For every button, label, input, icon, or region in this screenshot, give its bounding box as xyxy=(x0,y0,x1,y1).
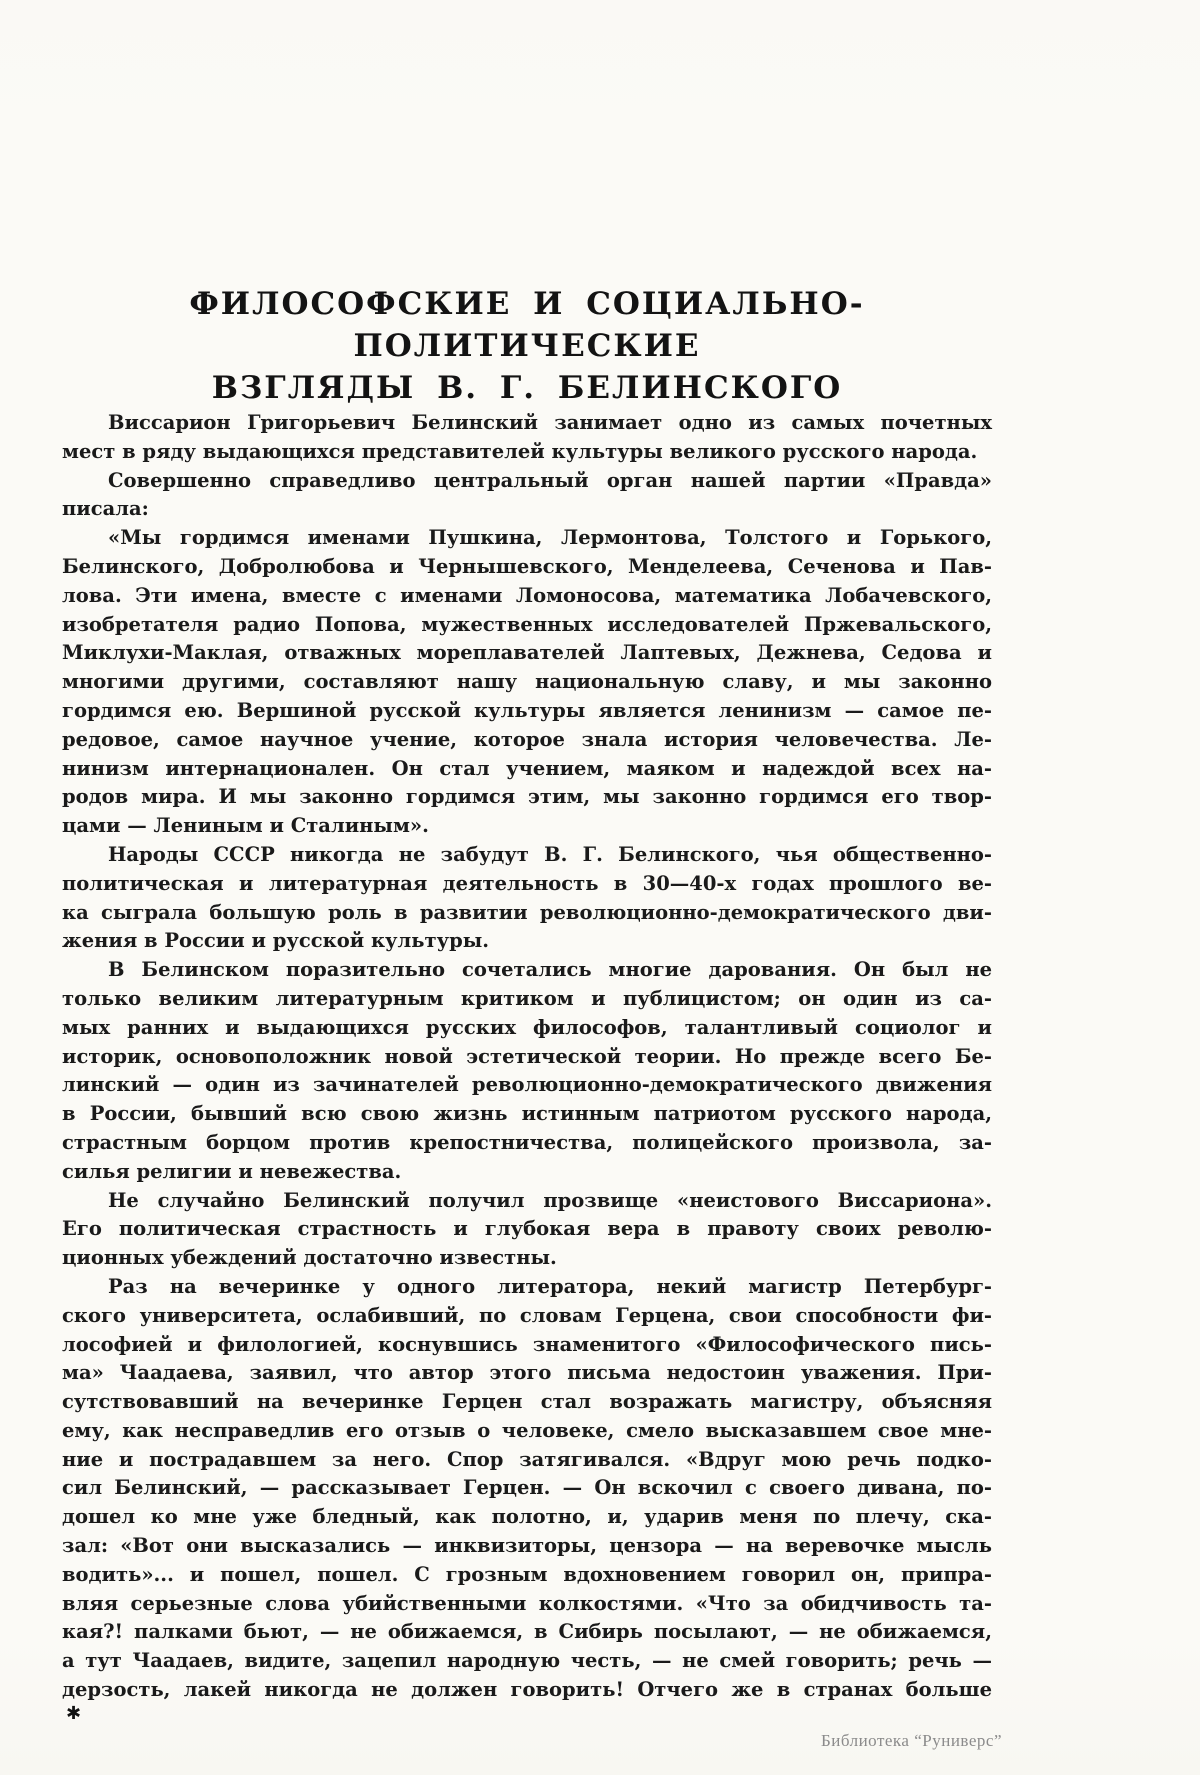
text-line: кая?! палками бьют, — не обижаемся, в Сибирь посылают, — не обижаемся, xyxy=(62,1620,992,1644)
text-line: ему, как несправедлив его отзыв о человеке, смело высказавшем свое мне- xyxy=(62,1418,992,1442)
text-line: мест в ряду выдающихся представителей культуры великого русского народа. xyxy=(62,439,978,463)
text-line: ского университета, ослабивший, по словам Герцена, свои способности фи- xyxy=(62,1303,992,1327)
text-line: ка сыграла большую роль в развитии революционно-демократического дви- xyxy=(62,900,992,924)
text-line: дошел ко мне уже бледный, как полотно, и, ударив меня по плечу, ска- xyxy=(62,1505,992,1529)
text-line: изобретателя радио Попова, мужественных исследователей Пржевальского, xyxy=(62,612,992,636)
text-line: родов мира. И мы законно гордимся этим, мы законно гордимся его твор- xyxy=(62,785,992,809)
text-line: только великим литературным критиком и публицистом; он один из са- xyxy=(62,986,992,1010)
paragraph xyxy=(62,1187,992,1273)
page-title-line-2: ВЗГЛЯДЫ В. Г. БЕЛИНСКОГО xyxy=(211,370,843,406)
paragraph xyxy=(62,467,992,525)
paragraph xyxy=(62,841,992,956)
text-line: «Мы гордимся именами Пушкина, Лермонтова, Толстого и Горького, xyxy=(108,526,992,550)
text-line: нинизм интернационален. Он стал учением, маяком и надеждой всех на- xyxy=(62,756,992,780)
text-line: сил Белинский, — рассказывает Герцен. — Он вскочил с своего дивана, по- xyxy=(62,1476,992,1500)
text-line: силья религии и невежества. xyxy=(62,1159,402,1183)
text-line: В Белинском поразительно сочетались многие дарования. Он был не xyxy=(108,958,992,982)
text-line: ционных убеждений достаточно известны. xyxy=(62,1246,557,1270)
text-line: водить»... и пошел, пошел. С грозным вдохновением говорил он, припра- xyxy=(62,1562,992,1586)
text-line: Раз на вечеринке у одного литератора, некий магистр Петербург- xyxy=(108,1274,992,1298)
text-line: в России, бывший всю свою жизнь истинным патриотом русского народа, xyxy=(62,1102,992,1126)
text-line: политическая и литературная деятельность в 30—40-х годах прошлого ве- xyxy=(62,871,992,895)
text-line: Миклухи-Маклая, отважных мореплавателей Лаптевых, Дежнева, Седова и xyxy=(62,641,992,665)
text-line: Не случайно Белинский получил прозвище «неистового Виссариона». xyxy=(108,1188,992,1212)
text-line: Его политическая страстность и глубокая вера в правоту своих револю- xyxy=(62,1217,992,1241)
text-line: лова. Эти имена, вместе с именами Ломоносова, математика Лобачевского, xyxy=(62,583,992,607)
text-line: Виссарион Григорьевич Белинский занимает одно из самых почетных xyxy=(108,411,992,434)
paragraph xyxy=(62,524,992,841)
paragraph xyxy=(62,956,992,1186)
text-line: писала: xyxy=(62,497,149,521)
text-line: линский — один из зачинателей революционно-демократического движения xyxy=(62,1073,992,1097)
footnote-asterisk: ✱ xyxy=(66,1703,82,1724)
text-line: лософией и филологией, коснувшись знаменитого «Философического пись- xyxy=(62,1332,992,1356)
text-line: вляя серьезные слова убийственными колкостями. «Что за обидчивость та- xyxy=(62,1591,992,1615)
paragraph xyxy=(62,409,992,467)
text-line: мых ранних и выдающихся русских философов, талантливый социолог и xyxy=(62,1015,992,1039)
text-line: зал: «Вот они высказались — инквизиторы, цензора — на веревочке мысль xyxy=(62,1534,992,1558)
text-line: сутствовавший на вечеринке Герцен стал возражать магистру, объясняя xyxy=(62,1390,992,1414)
text-block xyxy=(62,409,992,1705)
text-line: ние и пострадавшем за него. Спор затягивался. «Вдруг мою речь подко- xyxy=(62,1447,992,1471)
page-title xyxy=(62,283,992,409)
page-title-line-1: ФИЛОСОФСКИЕ И СОЦИАЛЬНО-ПОЛИТИЧЕСКИЕ xyxy=(189,286,865,364)
text-line: ма» Чаадаева, заявил, что автор этого письма недостоин уважения. При- xyxy=(62,1361,992,1385)
text-line: Народы СССР никогда не забудут В. Г. Белинского, чья общественно- xyxy=(108,842,992,866)
text-line: историк, основоположник новой эстетической теории. Но прежде всего Бе- xyxy=(62,1044,992,1068)
text-line: Белинского, Добролюбова и Чернышевского, Менделеева, Сеченова и Пав- xyxy=(62,554,992,578)
text-line: Совершенно справедливо центральный орган нашей партии «Правда» xyxy=(108,468,992,492)
text-line: редовое, самое научное учение, которое знала история человечества. Ле- xyxy=(62,727,992,751)
text-line: гордимся ею. Вершиной русской культуры является ленинизм — самое пе- xyxy=(62,698,992,722)
library-watermark: Библиотека “Руниверс” xyxy=(821,1731,1002,1750)
text-line: цами — Лениным и Сталиным». xyxy=(62,814,429,838)
text-line: жения в России и русской культуры. xyxy=(62,929,490,953)
text-line: а тут Чаадаев, видите, зацепил народную честь, — не смей говорить; речь — xyxy=(62,1649,992,1673)
text-line: страстным борцом против крепостничества, полицейского произвола, за- xyxy=(62,1130,992,1154)
text-line: дерзость, лакей никогда не должен говорить! Отчего же в странах больше xyxy=(62,1678,992,1702)
paragraph xyxy=(62,1273,992,1705)
text-line: многими другими, составляют нашу национальную славу, и мы законно xyxy=(62,670,992,694)
